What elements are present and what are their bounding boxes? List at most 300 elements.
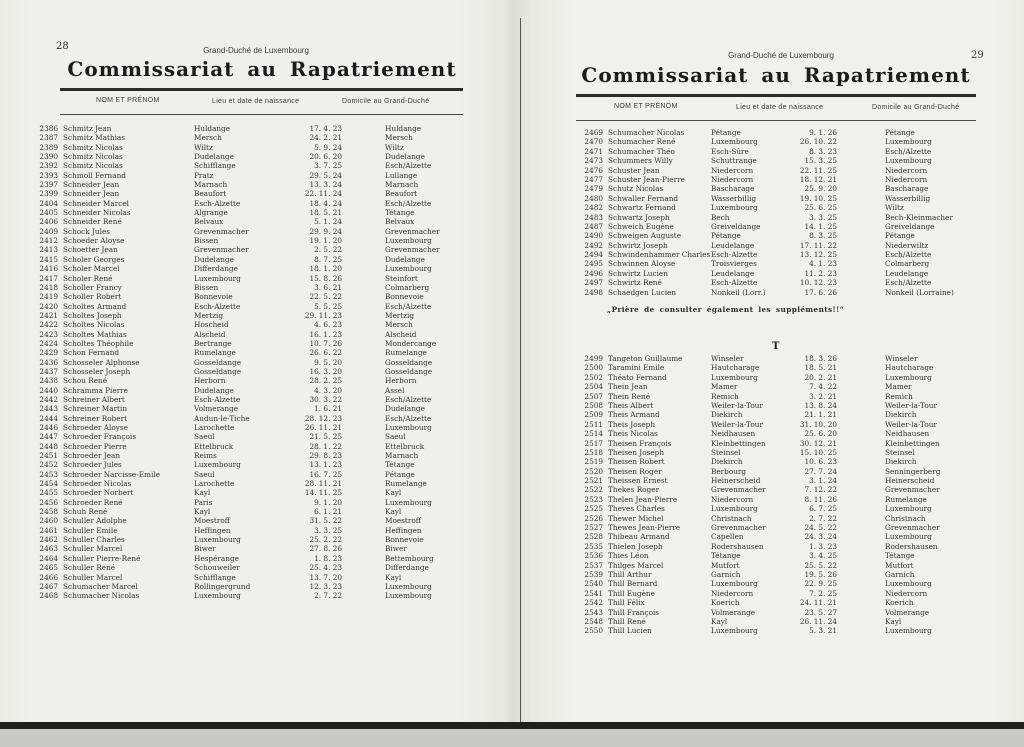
- entry-domicile: Luxembourg: [385, 591, 432, 601]
- entry-number: 2470: [584, 137, 603, 147]
- table-row: [583, 532, 1003, 541]
- entry-name: Schoeder Aloyse: [63, 236, 125, 246]
- header-rule-thin-left: [60, 114, 463, 115]
- entry-birthplace: Luxembourg: [194, 535, 241, 545]
- entry-name: Schwaller Fernand: [608, 193, 679, 203]
- table-row: [583, 598, 1003, 607]
- entry-birthdate: 20. 2. 21: [804, 372, 837, 382]
- entry-birthplace: Esch-Alzette: [711, 278, 758, 288]
- entry-name: Schroeder Pierre: [63, 441, 127, 451]
- entry-domicile: Luxembourg: [385, 497, 432, 507]
- entry-birthdate: 22. 5. 22: [309, 292, 342, 302]
- entry-number: 2405: [39, 208, 58, 218]
- entry-domicile: Bech-Kleinmacher: [885, 212, 953, 222]
- entry-number: 2543: [584, 607, 603, 617]
- entry-birthdate: 25. 2. 22: [309, 535, 342, 545]
- entry-number: 2456: [39, 497, 58, 507]
- entry-name: Theis Albert: [608, 400, 654, 410]
- entry-birthplace: Grevenmacher: [194, 245, 249, 255]
- table-row: [38, 320, 462, 329]
- entry-name: Schweigen Auguste: [608, 231, 682, 241]
- entry-number: 2463: [39, 544, 58, 554]
- entry-number: 2451: [39, 451, 58, 461]
- entry-number: 2504: [584, 382, 603, 392]
- header-rule-heavy-left: [60, 88, 463, 91]
- entry-domicile: Weiler-la-Tour: [885, 419, 937, 429]
- entry-birthdate: 29. 5. 24: [309, 170, 342, 180]
- entry-birthdate: 29. 8. 23: [309, 451, 342, 461]
- entry-birthdate: 21. 5. 25: [309, 432, 342, 442]
- entry-number: 2497: [584, 278, 603, 288]
- entry-number: 2415: [39, 254, 58, 264]
- entry-birthdate: 15. 3. 25: [804, 156, 837, 166]
- entry-birthdate: 31. 5. 22: [309, 516, 342, 526]
- entry-domicile: Greiveldange: [885, 221, 935, 231]
- entry-number: 2447: [39, 432, 58, 442]
- entry-birthdate: 6. 7. 25: [809, 504, 837, 514]
- entry-birthdate: 17. 4. 23: [309, 124, 342, 133]
- entry-birthplace: Mertzig: [194, 310, 224, 320]
- entry-birthplace: Volmerange: [711, 607, 756, 617]
- entry-domicile: Rumelange: [885, 494, 927, 504]
- entry-domicile: Mertzig: [385, 310, 415, 320]
- entry-name: Scholler Robert: [63, 292, 122, 302]
- entry-number: 2412: [39, 236, 58, 246]
- entry-birthplace: Rodershausen: [711, 541, 764, 551]
- entry-domicile: Gosseldange: [385, 366, 433, 376]
- entry-number: 2409: [39, 226, 58, 236]
- entry-domicile: Mondercange: [385, 338, 437, 348]
- entry-name: Schmitz Nicolas: [63, 142, 123, 152]
- entry-birthplace: Bonnevoie: [194, 292, 233, 302]
- entry-domicile: Dudelange: [385, 254, 425, 264]
- entry-birthplace: Schouweiler: [194, 563, 240, 573]
- entry-birthdate: 28. 11. 21: [304, 479, 342, 489]
- entry-name: Schwirtz Joseph: [608, 240, 668, 250]
- entry-birthdate: 2. 7. 22: [809, 513, 837, 523]
- entry-birthplace: Hautcharage: [711, 363, 760, 373]
- column-header-domicile-left: Domicile au Grand-Duché: [342, 98, 430, 105]
- entry-birthplace: Rollingergrund: [194, 581, 251, 591]
- entry-birthplace: Dudelange: [194, 152, 234, 162]
- entry-birthdate: 3. 6. 21: [314, 282, 342, 292]
- entry-birthdate: 7. 2. 25: [809, 588, 837, 598]
- entry-name: Theissen Ernest: [608, 476, 668, 486]
- entry-number: 2477: [584, 174, 603, 184]
- entry-name: Thielen Joseph: [608, 541, 663, 551]
- entry-birthplace: Niedercorn: [711, 494, 754, 504]
- entry-birthplace: Pratz: [194, 170, 214, 180]
- table-row: [38, 199, 462, 208]
- entry-domicile: Pétange: [885, 231, 915, 241]
- entry-name: Theisen Roger: [608, 466, 662, 476]
- entry-birthplace: Leudelange: [711, 268, 755, 278]
- entry-name: Schuster Jean: [608, 165, 660, 175]
- entry-birthdate: 3. 7. 25: [314, 161, 342, 171]
- entry-number: 2471: [584, 146, 603, 156]
- entry-birthplace: Herborn: [194, 376, 226, 386]
- entry-number: 2416: [39, 264, 58, 274]
- entry-number: 2424: [39, 338, 58, 348]
- entry-number: 2413: [39, 245, 58, 255]
- entry-birthplace: Bissen: [194, 236, 219, 246]
- entry-domicile: Luxembourg: [885, 532, 932, 542]
- entry-name: Schroeder René: [63, 497, 123, 507]
- table-row: [38, 143, 462, 152]
- entry-birthdate: 25. 6. 25: [804, 203, 837, 213]
- entry-domicile: Kleinbettingen: [885, 438, 940, 448]
- table-row: [38, 386, 462, 395]
- table-row: [38, 227, 462, 236]
- entry-name: Schaedgen Lucien: [608, 287, 677, 297]
- entry-birthdate: 21. 1. 21: [804, 410, 837, 420]
- entry-birthplace: Luxembourg: [194, 591, 241, 601]
- entry-number: 2476: [584, 165, 603, 175]
- entry-name: Thill Eugène: [608, 588, 655, 598]
- entry-birthplace: Luxembourg: [711, 626, 758, 636]
- entry-birthplace: Niedercorn: [711, 588, 754, 598]
- entry-number: 2494: [584, 250, 603, 260]
- table-row: [38, 189, 462, 198]
- entry-domicile: Diekirch: [885, 457, 917, 467]
- entry-name: Schumacher Théo: [608, 146, 675, 156]
- entry-birthdate: 1. 3. 23: [809, 541, 837, 551]
- entry-birthplace: Audun-le-Tiche: [194, 413, 250, 423]
- entry-domicile: Kayl: [385, 572, 402, 582]
- table-row: [38, 180, 462, 189]
- entry-domicile: Assel: [385, 385, 405, 395]
- table-row: [38, 245, 462, 254]
- entry-birthdate: 9. 1. 26: [809, 128, 837, 137]
- column-header-name-right: NOM ET PRÉNOM: [614, 103, 678, 110]
- entry-birthdate: 13. 12. 25: [799, 250, 837, 260]
- entry-birthdate: 30. 3. 22: [309, 394, 342, 404]
- entry-birthdate: 13. 8. 24: [804, 400, 837, 410]
- entry-name: Schosseler Alphonse: [63, 357, 140, 367]
- table-row: [38, 330, 462, 339]
- table-row: [583, 166, 1003, 175]
- entry-birthdate: 28. 1. 22: [309, 441, 342, 451]
- entry-birthdate: 28. 12. 23: [304, 413, 342, 423]
- entry-domicile: Kayl: [885, 616, 902, 626]
- entry-name: Schneider Marcel: [63, 198, 129, 208]
- entry-number: 2465: [39, 563, 58, 573]
- entry-name: Schumacher Marcel: [63, 581, 138, 591]
- entry-number: 2393: [39, 170, 58, 180]
- entry-birthplace: Luxembourg: [194, 460, 241, 470]
- entry-number: 2458: [39, 507, 58, 517]
- entry-birthplace: Moestroff: [194, 516, 230, 526]
- entry-birthplace: Marnach: [194, 180, 228, 190]
- entry-domicile: Steinsel: [885, 447, 915, 457]
- entry-domicile: Esch/Alzette: [885, 250, 932, 260]
- entry-number: 2455: [39, 488, 58, 498]
- entry-domicile: Heffingen: [385, 525, 422, 535]
- entry-domicile: Niedercorn: [885, 165, 928, 175]
- entry-birthdate: 22. 11. 25: [799, 165, 837, 175]
- table-row: [583, 213, 1003, 222]
- entry-birthdate: 5. 3. 21: [809, 626, 837, 636]
- entry-birthplace: Tétange: [711, 551, 741, 561]
- table-row: [38, 573, 462, 582]
- entry-name: Schroeder François: [63, 432, 136, 442]
- entry-name: Scholer René: [63, 273, 113, 283]
- entry-name: Thelen Jean-Pierre: [608, 494, 678, 504]
- table-row: [583, 570, 1003, 579]
- entry-number: 2389: [39, 142, 58, 152]
- scan-bottom-margin: [0, 729, 1024, 747]
- entry-name: Theis Joseph: [608, 419, 656, 429]
- entry-birthplace: Diekirch: [711, 410, 743, 420]
- table-row: [38, 404, 462, 413]
- entry-birthplace: Gosseldange: [194, 357, 242, 367]
- table-row: [38, 498, 462, 507]
- entry-birthplace: Koerich: [711, 598, 740, 608]
- entry-name: Thilges Marcel: [608, 560, 664, 570]
- entry-birthdate: 26. 11. 24: [799, 616, 837, 626]
- entry-name: Schmoll Fernand: [63, 170, 126, 180]
- entry-name: Theisen Robert: [608, 457, 665, 467]
- entry-domicile: Alscheid: [385, 329, 417, 339]
- table-row: [583, 184, 1003, 193]
- entry-birthdate: 11. 2. 23: [804, 268, 837, 278]
- book-gutter-line: [520, 18, 521, 723]
- table-row: [583, 363, 1003, 372]
- entry-birthplace: Capellen: [711, 532, 744, 542]
- entry-number: 2542: [584, 598, 603, 608]
- entry-domicile: Marnach: [385, 451, 419, 461]
- entry-birthplace: Weiler-la-Tour: [711, 400, 763, 410]
- entry-number: 2436: [39, 357, 58, 367]
- table-row: [583, 231, 1003, 240]
- entry-domicile: Niedercorn: [885, 174, 928, 184]
- table-row: [38, 348, 462, 357]
- entry-birthdate: 23. 5. 27: [804, 607, 837, 617]
- entry-domicile: Luxembourg: [885, 156, 932, 166]
- entry-domicile: Biwer: [385, 544, 407, 554]
- entry-number: 2514: [584, 429, 603, 439]
- table-row: [583, 401, 1003, 410]
- entry-name: Scholtes Nicolas: [63, 320, 125, 330]
- entry-birthplace: Luxembourg: [711, 504, 758, 514]
- entry-name: Schmitz Nicolas: [63, 161, 123, 171]
- entry-birthplace: Wiltz: [194, 142, 213, 152]
- entry-domicile: Luxembourg: [885, 579, 932, 589]
- table-row: [583, 467, 1003, 476]
- table-row: [38, 423, 462, 432]
- entry-domicile: Marnach: [385, 180, 419, 190]
- entry-birthplace: Christnach: [711, 513, 752, 523]
- entry-name: Schwindenhammer Charles: [608, 250, 711, 260]
- entry-birthplace: Dudelange: [194, 254, 234, 264]
- entry-domicile: Hautcharage: [885, 363, 934, 373]
- entry-birthdate: 4. 6. 23: [314, 320, 342, 330]
- entry-birthdate: 25. 6. 20: [804, 429, 837, 439]
- column-header-domicile-right: Domicile au Grand-Duché: [872, 104, 960, 111]
- entry-domicile: Weiler-la-Tour: [885, 400, 937, 410]
- entry-birthplace: Neidhausen: [711, 429, 756, 439]
- entry-birthplace: Kleinbettingen: [711, 438, 766, 448]
- entry-birthdate: 13. 1. 23: [309, 460, 342, 470]
- entry-birthplace: Remich: [711, 391, 739, 401]
- entry-domicile: Grevenmacher: [885, 485, 940, 495]
- entry-birthplace: Esch-Alzette: [711, 250, 758, 260]
- table-row: [583, 617, 1003, 626]
- entry-number: 2537: [584, 560, 603, 570]
- table-row: [583, 241, 1003, 250]
- register-table-right-t: [583, 354, 1003, 636]
- entry-name: Schneider Jean: [63, 189, 120, 199]
- entry-birthdate: 25. 4. 23: [309, 563, 342, 573]
- entry-birthplace: Schifflange: [194, 572, 236, 582]
- entry-domicile: Esch/Alzette: [385, 161, 432, 171]
- column-header-birth-left: Lieu et date de naissance: [212, 98, 300, 105]
- entry-number: 2461: [39, 525, 58, 535]
- entry-number: 2406: [39, 217, 58, 227]
- entry-number: 2500: [584, 363, 603, 373]
- entry-name: Scholtes Armand: [63, 301, 127, 311]
- entry-domicile: Luxembourg: [385, 581, 432, 591]
- entry-domicile: Luxembourg: [885, 372, 932, 382]
- entry-domicile: Colmarberg: [885, 259, 930, 269]
- header-rule-heavy-right: [576, 94, 976, 97]
- table-row: [38, 367, 462, 376]
- entry-birthdate: 27. 8. 26: [309, 544, 342, 554]
- entry-number: 2517: [584, 438, 603, 448]
- entry-name: Thein Jean: [608, 382, 648, 392]
- entry-number: 2507: [584, 391, 603, 401]
- entry-birthplace: Pétange: [711, 128, 741, 137]
- entry-number: 2526: [584, 513, 603, 523]
- entry-domicile: Leudelange: [885, 268, 929, 278]
- entry-name: Schutz Nicolas: [608, 184, 664, 194]
- entry-domicile: Esch/Alzette: [385, 301, 432, 311]
- entry-number: 2417: [39, 273, 58, 283]
- table-row: [38, 339, 462, 348]
- entry-number: 2420: [39, 301, 58, 311]
- entry-birthplace: Bascharage: [711, 184, 755, 194]
- entry-number: 2525: [584, 504, 603, 514]
- entry-birthdate: 8. 3. 23: [809, 146, 837, 156]
- entry-domicile: Nonkeil (Lorraine): [885, 287, 954, 297]
- entry-domicile: Pétange: [385, 469, 415, 479]
- entry-name: Schuller Pierre-René: [63, 553, 141, 563]
- entry-domicile: Luxembourg: [385, 264, 432, 274]
- entry-birthplace: Beaufort: [194, 189, 227, 199]
- entry-birthplace: Mersch: [194, 133, 222, 143]
- entry-domicile: Lullange: [385, 170, 418, 180]
- table-row: [583, 137, 1003, 146]
- entry-birthdate: 10. 6. 23: [804, 457, 837, 467]
- entry-birthdate: 5. 9. 24: [314, 142, 342, 152]
- entry-birthdate: 8. 11. 26: [804, 494, 837, 504]
- header-rule-thin-right: [576, 120, 976, 121]
- entry-name: Thies Léon: [608, 551, 649, 561]
- entry-birthdate: 9. 5. 20: [314, 357, 342, 367]
- entry-birthdate: 2. 7. 22: [314, 591, 342, 601]
- entry-birthdate: 14. 11. 25: [304, 488, 342, 498]
- entry-domicile: Koerich: [885, 598, 914, 608]
- entry-birthdate: 9. 1. 20: [314, 497, 342, 507]
- table-row: [38, 358, 462, 367]
- entry-birthdate: 19. 5. 26: [804, 569, 837, 579]
- entry-number: 2443: [39, 404, 58, 414]
- entry-name: Scholer Georges: [63, 254, 125, 264]
- entry-number: 2492: [584, 240, 603, 250]
- table-row: [38, 283, 462, 292]
- entry-name: Thill Félix: [608, 598, 645, 608]
- table-row: [38, 133, 462, 142]
- table-row: [38, 535, 462, 544]
- entry-name: Schuster Jean-Pierre: [608, 174, 685, 184]
- entry-domicile: Bonnevoie: [385, 535, 424, 545]
- entry-name: Schummers Willy: [608, 156, 673, 166]
- entry-name: Schneider Jean: [63, 180, 120, 190]
- entry-name: Schon Fernand: [63, 348, 120, 358]
- entry-number: 2387: [39, 133, 58, 143]
- entry-number: 2444: [39, 413, 58, 423]
- table-row: [38, 376, 462, 385]
- entry-number: 2502: [584, 372, 603, 382]
- entry-number: 2523: [584, 494, 603, 504]
- table-row: [583, 222, 1003, 231]
- entry-domicile: Belvaux: [385, 217, 415, 227]
- entry-name: Thekes Roger: [608, 485, 660, 495]
- entry-name: Schwinnen Aloyse: [608, 259, 676, 269]
- entry-birthdate: 5. 1. 24: [314, 217, 342, 227]
- entry-name: Thill René: [608, 616, 646, 626]
- entry-number: 2467: [39, 581, 58, 591]
- entry-domicile: Volmerange: [885, 607, 930, 617]
- entry-birthdate: 27. 7. 24: [804, 466, 837, 476]
- page-title-right: Commissariat au Rapatriement: [581, 63, 971, 87]
- entry-name: Theis Nicolas: [608, 429, 658, 439]
- entry-domicile: Grevenmacher: [385, 245, 440, 255]
- entry-birthplace: Esch-Sûre: [711, 146, 749, 156]
- entry-name: Schreiner Robert: [63, 413, 128, 423]
- entry-name: Tangeton Guillaume: [608, 354, 683, 363]
- entry-birthplace: Saeul: [194, 432, 215, 442]
- entry-birthdate: 13. 7. 20: [309, 572, 342, 582]
- running-head-left: Grand-Duché de Luxembourg: [203, 46, 309, 55]
- entry-domicile: Tétange: [385, 460, 415, 470]
- entry-domicile: Luxembourg: [385, 236, 432, 246]
- entry-birthplace: Hespérange: [194, 553, 239, 563]
- entry-birthdate: 8. 7. 25: [314, 254, 342, 264]
- entry-number: 2528: [584, 532, 603, 542]
- entry-birthplace: Reims: [194, 451, 217, 461]
- entry-birthplace: Luxembourg: [711, 137, 758, 147]
- entry-birthplace: Ettelbruck: [194, 441, 234, 451]
- entry-birthdate: 18. 3. 26: [804, 354, 837, 363]
- entry-birthplace: Winseler: [711, 354, 744, 363]
- entry-birthdate: 17. 11. 22: [799, 240, 837, 250]
- entry-birthplace: Mamer: [711, 382, 738, 392]
- entry-birthplace: Steinsel: [711, 447, 741, 457]
- entry-number: 2487: [584, 221, 603, 231]
- entry-name: Schoetter Jean: [63, 245, 118, 255]
- entry-birthplace: Hoscheid: [194, 320, 229, 330]
- entry-domicile: Steinfort: [385, 273, 418, 283]
- entry-domicile: Luxembourg: [385, 423, 432, 432]
- entry-domicile: Niedercorn: [885, 588, 928, 598]
- table-row: [38, 460, 462, 469]
- entry-birthplace: Esch-Alzette: [194, 394, 241, 404]
- table-row: [583, 439, 1003, 448]
- entry-domicile: Neidhausen: [885, 429, 930, 439]
- entry-domicile: Wiltz: [385, 142, 404, 152]
- entry-name: Schumacher Nicolas: [63, 591, 140, 601]
